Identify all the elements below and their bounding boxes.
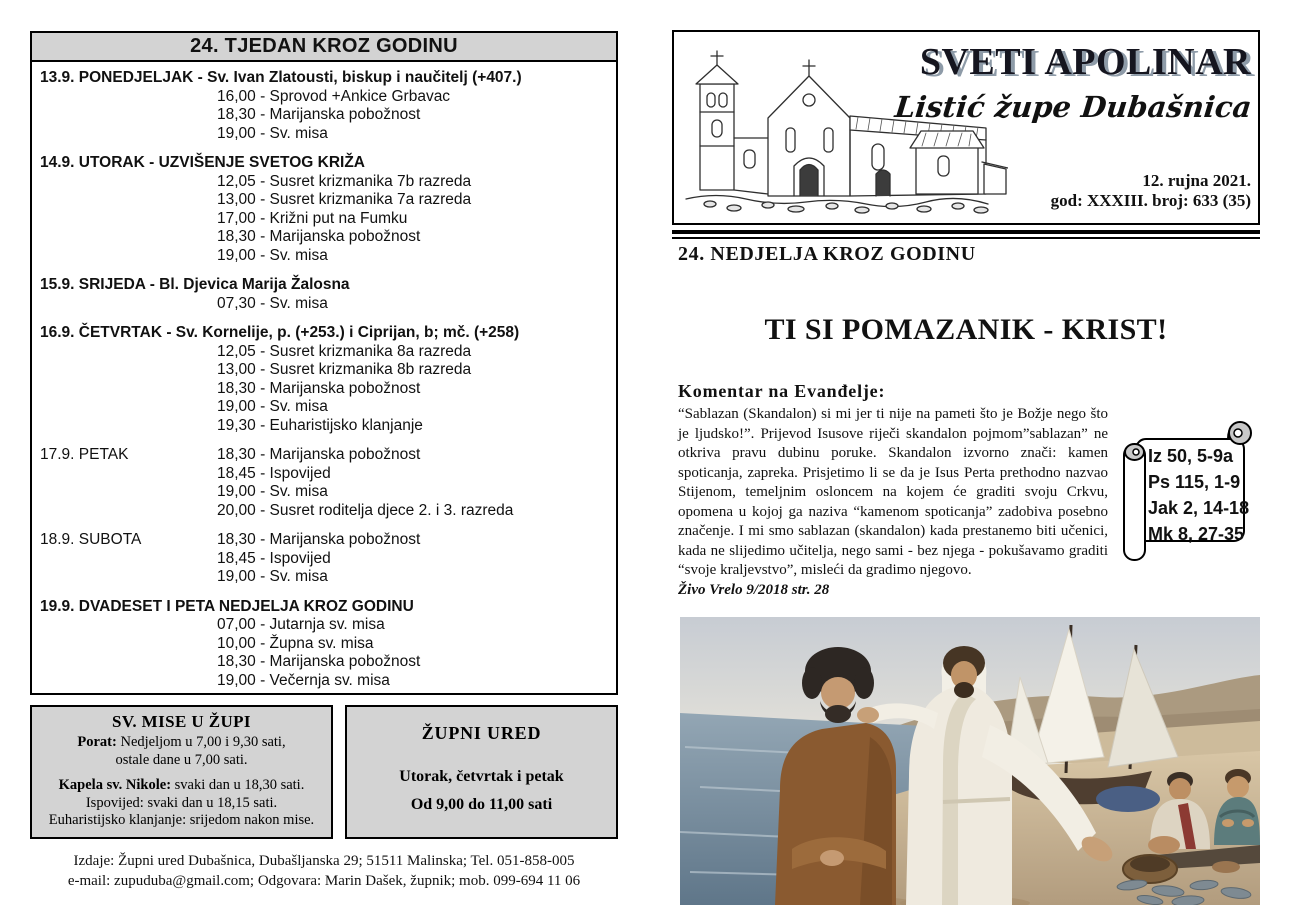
mass-times-line [32,734,331,752]
reading-reference: Iz 50, 5-9a [1148,446,1234,466]
schedule-event: 19,00 - Sv. misa [217,483,328,500]
schedule-event: 19,00 - Sv. misa [217,568,328,585]
schedule-events [217,173,608,266]
schedule-event: 07,00 - Jutarnja sv. misa [217,616,385,633]
issue-info [1051,171,1251,211]
weekly-schedule-list [32,62,616,690]
schedule-day-heading: 13.9. PONEDJELJAK - Sv. Ivan Zlatousti, biskup i naučitelj (+407.) [40,69,522,86]
parish-office-hours: Od 9,00 do 11,00 sati [410,796,553,813]
schedule-section [40,324,608,435]
schedule-section [40,154,608,265]
parish-office-days: Utorak, četvrtak i petak [399,768,564,785]
masthead-divider [672,230,1260,239]
article-title: TI SI POMAZANIK - KRIST! [764,313,1168,346]
schedule-event: 18,45 - Ispovijed [217,549,331,567]
schedule-event: 13,00 - Susret krizmanika 8b razreda [217,361,472,378]
mass-times-line-text: Euharistijsko klanjanje: srijedom nakon mise. [48,812,315,828]
schedule-event: 18,45 - Ispovijed [217,464,331,482]
schedule-events [217,295,608,314]
issue-date: 12. rujna 2021. [1142,171,1251,190]
schedule-event: 13,00 - Susret krizmanika 7a razreda [217,191,472,208]
schedule-event: 19,30 - Euharistijsko klanjanje [217,416,423,434]
schedule-day-heading: 19.9. DVADESET I PETA NEDJELJA KROZ GODINU [40,597,414,615]
imprint-line-1: Izdaje: Župni ured Dubašnica, Dubašljanska 29; 51511 Malinska; Tel. 051-858-005 [73,853,575,869]
schedule-section [40,598,608,691]
schedule-day-heading: 14.9. UTORAK - UZVIŠENJE SVETOG KRIŽA [40,154,365,171]
commentary-label: Komentar na Evanđelje: [678,381,886,401]
mass-times-line [32,795,331,813]
schedule-day-heading: 17.9. PETAK [40,446,129,463]
mass-times-line-text: Nedjeljom u 7,00 i 9,30 sati, [116,734,286,750]
schedule-event: 18,30 - Marijanska pobožnost [217,531,421,548]
schedule-section [40,276,608,313]
schedule-events [217,531,608,587]
mass-times-line [32,752,331,770]
schedule-event: 16,00 - Sprovod +Ankice Grbavac [217,87,451,105]
reading-reference: Ps 115, 1-9 [1148,472,1241,492]
mass-times-lines [32,734,331,830]
mass-times-line-bold: Porat: [77,734,117,750]
schedule-event: 19,00 - Sv. misa [217,124,328,142]
schedule-day-heading: 15.9. SRIJEDA - Bl. Djevica Marija Žalosna [40,276,350,293]
schedule-events [217,446,608,520]
parish-office-title: ŽUPNI URED [421,723,542,743]
mass-times-line-text: ostale dane u 7,00 sati. [115,751,248,768]
schedule-events [217,343,608,436]
schedule-event: 12,05 - Susret krizmanika 8a razreda [217,342,472,360]
schedule-events [217,616,608,690]
weekly-schedule-box [30,31,618,695]
schedule-section [40,446,608,520]
schedule-day-heading: 18.9. SUBOTA [40,531,142,548]
reading-reference: Mk 8, 27-35 [1148,524,1245,544]
schedule-event: 19,00 - Sv. misa [217,246,328,264]
schedule-event: 12,05 - Susret krizmanika 7b razreda [217,172,472,190]
schedule-event: 18,30 - Marijanska pobožnost [217,446,421,463]
masthead-box [672,30,1260,225]
schedule-event: 17,00 - Križni put na Fumku [217,209,408,227]
schedule-day-heading: 16.9. ČETVRTAK - Sv. Kornelije, p. (+253.) i Ciprijan, b; mč. (+258) [40,324,520,341]
schedule-event: 18,30 - Marijanska pobožnost [217,653,421,670]
schedule-event: 10,00 - Župna sv. misa [217,634,374,652]
mass-times-line [32,777,331,795]
schedule-section [40,531,608,587]
schedule-event: 19,00 - Sv. misa [217,398,328,415]
schedule-event: 18,30 - Marijanska pobožnost [217,379,421,397]
mass-times-line [32,812,331,830]
parish-office-box [345,705,618,839]
schedule-event: 18,30 - Marijanska pobožnost [217,228,421,245]
issue-number: god: XXXIII. broj: 633 (35) [1050,191,1251,210]
schedule-event: 07,30 - Sv. misa [217,294,328,312]
reading-reference: Jak 2, 14-18 [1148,498,1250,518]
mass-times-line-text: svaki dan u 18,30 sati. [171,777,305,793]
schedule-section [40,69,608,143]
commentary-text: “Sablazan (Skandalon) si mi jer ti nije na pameti što je Božje nego što je ljudsko!”. Prijevod Isusove riječi skandalon pojmom”sablazan” ne otkriva pravu dubinu poruke. Skandalon izvorno znači: kamen spoticanja, zapreka. Prisjetimo li se da je Isus Perta prethodno nazvao Stijenom, temeljnim osloncem na kojem će graditi svoju Crkvu, opomena u kojoj ga naziva “kamenom spoticanja” zadobiva posebno značenje. I mi smo sablazan (skandalon) kada prestanemo biti učenici, kada ne slijedimo učitelja, nego sami - bez njega - pokušavamo graditi “svoje kraljevstvo”, misleći da gradimo njegovo. [678,406,1108,578]
commentary-source: Živo Vrelo 9/2018 str. 28 [678,581,830,598]
mass-times-title: SV. MISE U ŽUPI [112,712,251,731]
imprint-footer [30,851,618,891]
gospel-commentary [678,381,1108,599]
schedule-events [217,88,608,144]
mass-times-line-text: Ispovijed: svaki dan u 18,15 sati. [85,794,278,811]
sunday-heading: 24. NEDJELJA KROZ GODINU [678,243,976,265]
bulletin-title: SVETI APOLINAR [919,41,1251,83]
bulletin-subtitle: Listić župe Dubašnica [892,90,1253,124]
gospel-painting-illustration [680,617,1260,905]
mass-times-line-bold: Kapela sv. Nikole: [58,777,172,793]
weekly-schedule-title: 24. TJEDAN KROZ GODINU [32,33,616,62]
imprint-line-2: e-mail: zupuduba@gmail.com; Odgovara: Marin Dašek, župnik; mob. 099-694 11 06 [67,873,581,889]
schedule-event: 19,00 - Večernja sv. misa [217,671,390,689]
schedule-event: 18,30 - Marijanska pobožnost [217,106,421,123]
schedule-event: 20,00 - Susret roditelja djece 2. i 3. razreda [217,501,514,519]
readings-list [1148,443,1249,547]
mass-times-box [30,705,333,839]
